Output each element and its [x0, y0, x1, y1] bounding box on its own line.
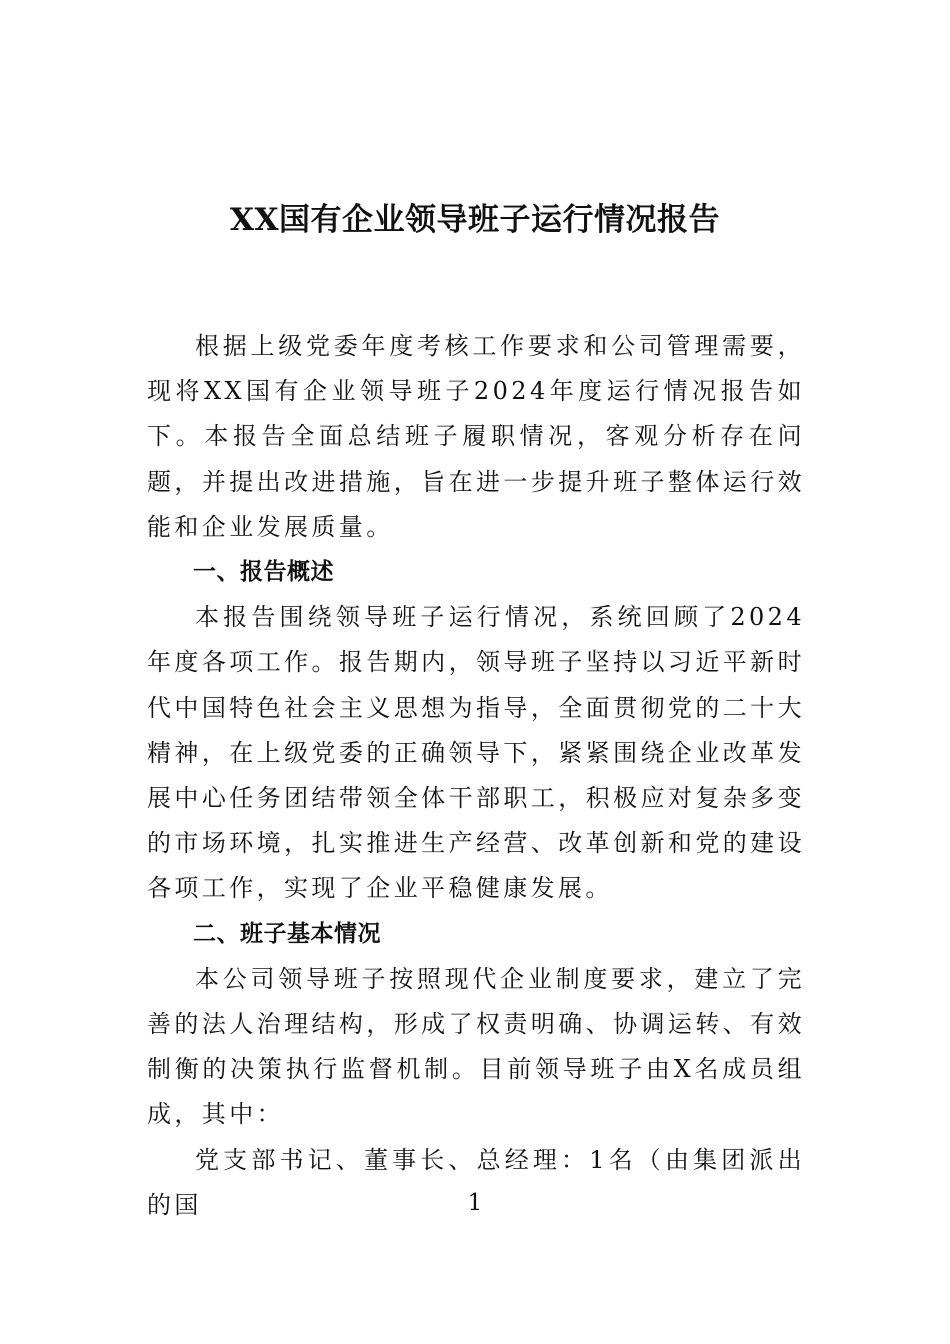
section-heading-overview: 一、报告概述	[193, 559, 334, 586]
section-heading-basic-info: 二、班子基本情况	[193, 920, 381, 947]
document-title: XX国有企业领导班子运行情况报告	[229, 202, 721, 238]
page-number: 1	[467, 1190, 483, 1216]
overview-paragraph: 本报告围绕领导班子运行情况，系统回顾了2024年度各项工作。报告期内，领导班子坚持以习近平新时代中国特色社会主义思想为指导，全面贯彻党的二十大精神，在上级党委的正确领导下，紧紧围绕企业改革发展中心任务团结带领全体干部职工，积极应对复杂多变的市场环境，扎实推进生产经营、改革创新和党的建设各项工作，实现了企业平稳健康发展。	[147, 603, 805, 903]
member-list-paragraph: 党支部书记、董事长、总经理：1名（由集团派出的国	[147, 1145, 805, 1219]
basic-info-paragraph: 本公司领导班子按照现代企业制度要求，建立了完善的法人治理结构，形成了权责明确、协调运转、有效制衡的决策执行监督机制。目前领导班子由X名成员组成，其中：	[147, 964, 805, 1129]
intro-paragraph: 根据上级党委年度考核工作要求和公司管理需要，现将XX国有企业领导班子2024年度运行情况报告如下。本报告全面总结班子履职情况，客观分析存在问题，并提出改进措施，旨在进一步提升班子整体运行效能和企业发展质量。	[147, 332, 805, 541]
document-body	[147, 324, 805, 1228]
